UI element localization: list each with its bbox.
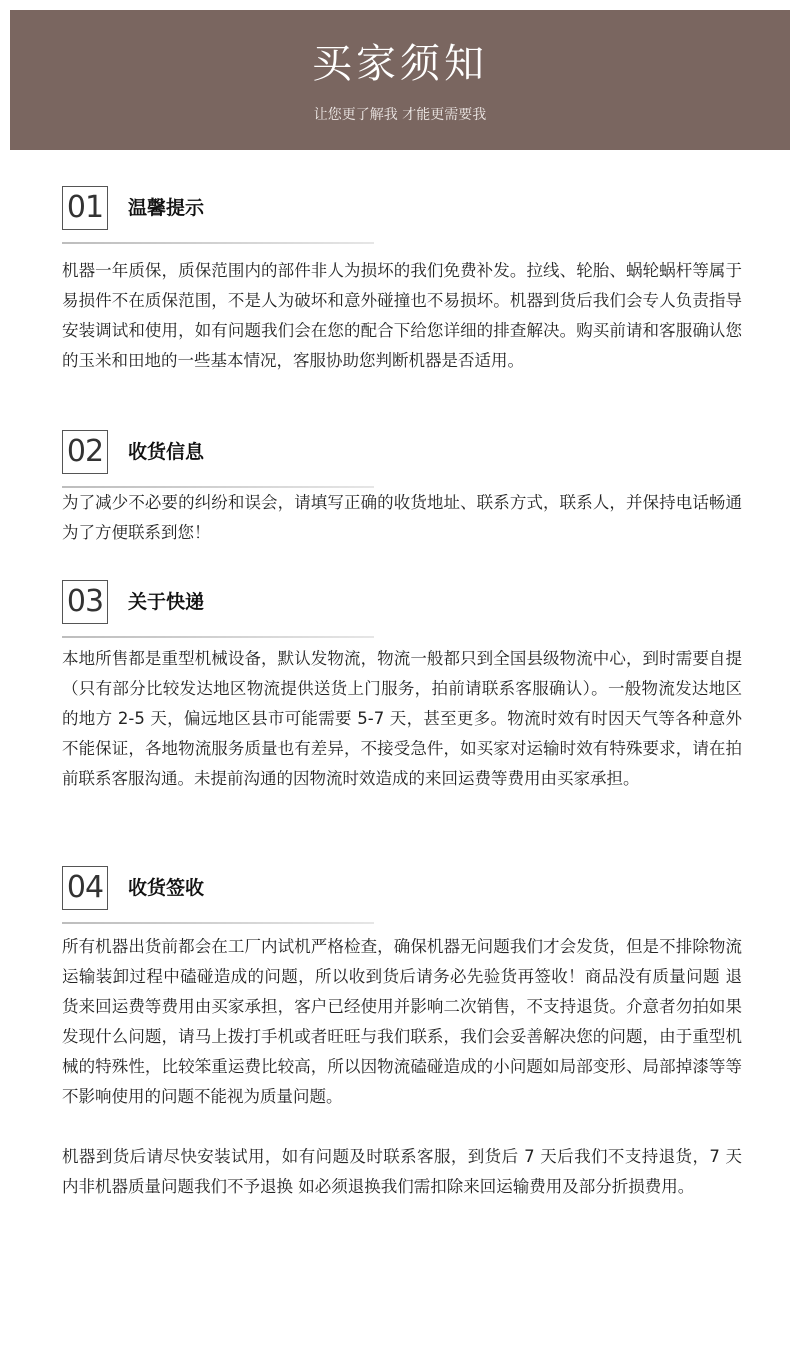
- section-title: 关于快递: [128, 591, 205, 613]
- section-number: 03: [62, 580, 108, 624]
- section-divider: [62, 242, 374, 244]
- section-paragraph: 本地所售都是重型机械设备，默认发物流，物流一般都只到全国县级物流中心，到时需要自提（只有部分比较发达地区物流提供送货上门服务，拍前请联系客服确认）。一般物流发达地区的地方 2-5 天，偏远地区县市可能需要 5-7 天，甚至更多。物流时效有时因天气等各种意外不能保证，各地物流服务质量也有差异，不接受急件，如买家对运输时效有特殊要求，请在拍前联系客服沟通。未提前沟通的因物流时效造成的来回运费等费用由买家承担。: [62, 649, 742, 788]
- section-number: 04: [62, 866, 108, 910]
- section-title: 收货信息: [128, 441, 205, 463]
- section-divider: [62, 636, 374, 638]
- page-subtitle: 让您更了解我 才能更需要我: [313, 107, 487, 123]
- section-number: 02: [62, 430, 108, 474]
- section-receipt-signing: [62, 866, 742, 1202]
- section-paragraph: 机器到货后请尽快安装试用，如有问题及时联系客服，到货后 7 天后我们不支持退货，7 天内非机器质量问题我们不予退换 如必须退换我们需扣除来回运输费用及部分折损费用。: [62, 1147, 742, 1196]
- section-title: 收货签收: [128, 877, 205, 899]
- section-title: 温馨提示: [128, 197, 205, 219]
- section-header: [62, 430, 742, 488]
- section-divider: [62, 486, 374, 488]
- section-header: [62, 866, 742, 924]
- section-warm-tips: [62, 186, 742, 376]
- section-header: [62, 580, 742, 638]
- header-banner: [10, 10, 790, 150]
- section-number: 01: [62, 186, 108, 230]
- page-title: 买家须知: [312, 41, 488, 87]
- section-receiving-info: [62, 430, 742, 548]
- section-paragraph: 为了减少不必要的纠纷和误会，请填写正确的收货地址、联系方式，联系人，并保持电话畅通 为了方便联系到您！: [62, 493, 742, 542]
- section-paragraph: 所有机器出货前都会在工厂内试机严格检查，确保机器无问题我们才会发货，但是不排除物流运输装卸过程中磕碰造成的问题，所以收到货后请务必先验货再签收！商品没有质量问题 退货来回运费等费用由买家承担，客户已经使用并影响二次销售，不支持退货。介意者勿拍如果发现什么问题，请马上拨打手机或者旺旺与我们联系，我们会妥善解决您的问题，由于重型机械的特殊性，比较笨重运费比较高，所以因物流磕碰造成的小问题如局部变形、局部掉漆等等不影响使用的问题不能视为质量问题。: [62, 937, 742, 1106]
- section-paragraph: 机器一年质保，质保范围内的部件非人为损坏的我们免费补发。拉线、轮胎、蜗轮蜗杆等属于易损件不在质保范围，不是人为破坏和意外碰撞也不易损坏。机器到货后我们会专人负责指导安装调试和使用，如有问题我们会在您的配合下给您详细的排查解决。购买前请和客服确认您的玉米和田地的一些基本情况，客服协助您判断机器是否适用。: [62, 261, 742, 370]
- section-header: [62, 186, 742, 244]
- section-divider: [62, 922, 374, 924]
- section-about-shipping: [62, 580, 742, 794]
